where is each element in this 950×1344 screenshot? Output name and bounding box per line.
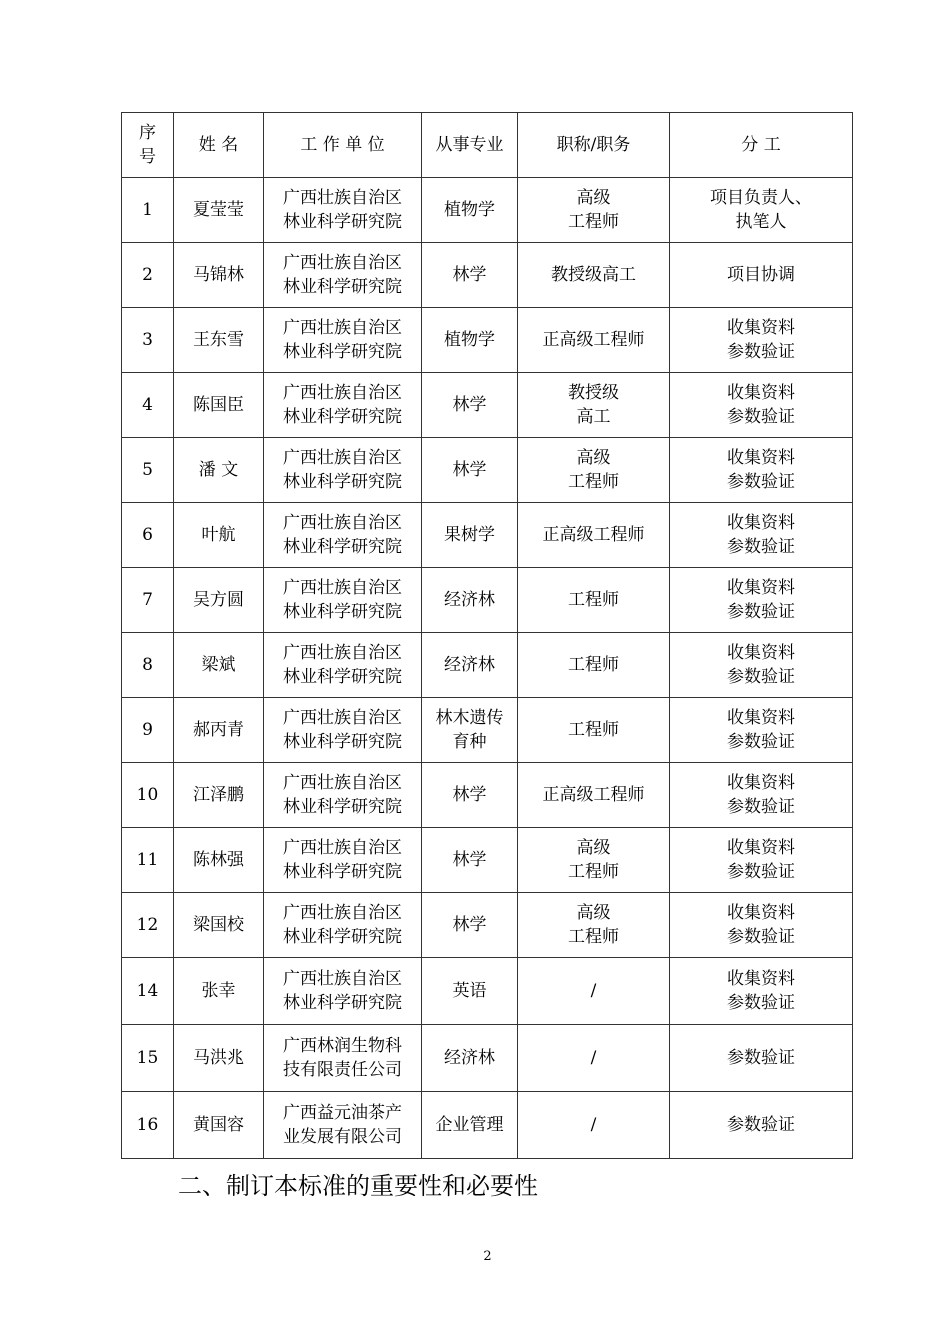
cell-name: 马洪兆 xyxy=(174,1025,264,1092)
cell-specialty xyxy=(422,568,518,633)
cell-role xyxy=(670,178,853,243)
cell-unit-line: 林业科学研究院 xyxy=(283,212,402,232)
table-body xyxy=(122,178,853,1159)
header-seq-line-2: 号 xyxy=(139,147,156,167)
cell-title xyxy=(518,633,670,698)
cell-specialty-line: 育种 xyxy=(452,732,487,752)
cell-unit-line: 广西壮族自治区 xyxy=(283,513,402,533)
cell-name: 梁国校 xyxy=(174,893,264,958)
cell-specialty xyxy=(422,828,518,893)
cell-unit xyxy=(264,503,422,568)
table-row xyxy=(122,763,853,828)
cell-title-line: / xyxy=(590,1048,597,1068)
cell-specialty xyxy=(422,763,518,828)
cell-name: 梁斌 xyxy=(174,633,264,698)
cell-seq: 1 xyxy=(122,178,174,243)
cell-title-line: 教授级 xyxy=(568,383,619,403)
cell-unit xyxy=(264,1025,422,1092)
cell-unit-line: 林业科学研究院 xyxy=(283,927,402,947)
cell-role-line: 参数验证 xyxy=(727,862,795,882)
cell-unit-line: 业发展有限公司 xyxy=(283,1127,402,1147)
table-row xyxy=(122,1092,853,1159)
cell-title-line: 工程师 xyxy=(568,590,619,610)
cell-role xyxy=(670,1025,853,1092)
cell-specialty xyxy=(422,893,518,958)
staff-table xyxy=(121,112,853,1159)
cell-unit-line: 林业科学研究院 xyxy=(283,472,402,492)
cell-role-line: 执笔人 xyxy=(735,212,787,232)
cell-title-line: 工程师 xyxy=(568,862,619,882)
cell-title xyxy=(518,568,670,633)
cell-specialty-line: 林学 xyxy=(452,460,487,480)
table-row xyxy=(122,828,853,893)
header-name: 姓 名 xyxy=(174,113,264,178)
cell-title xyxy=(518,893,670,958)
table-row xyxy=(122,568,853,633)
cell-title-line: 工程师 xyxy=(568,212,619,232)
cell-specialty xyxy=(422,438,518,503)
table-row xyxy=(122,438,853,503)
cell-seq: 2 xyxy=(122,243,174,308)
cell-role-line: 参数验证 xyxy=(727,407,795,427)
cell-seq: 14 xyxy=(122,958,174,1025)
cell-role-line: 收集资料 xyxy=(727,838,795,858)
header-seq-line-1: 序 xyxy=(139,123,156,143)
cell-specialty-line: 林学 xyxy=(452,395,487,415)
cell-unit-line: 林业科学研究院 xyxy=(283,732,402,752)
cell-specialty xyxy=(422,503,518,568)
cell-unit-line: 广西壮族自治区 xyxy=(283,448,402,468)
header-role: 分 工 xyxy=(670,113,853,178)
cell-specialty xyxy=(422,1025,518,1092)
cell-specialty-line: 经济林 xyxy=(444,590,495,610)
cell-unit-line: 广西林润生物科 xyxy=(283,1036,402,1056)
cell-specialty xyxy=(422,633,518,698)
cell-unit-line: 林业科学研究院 xyxy=(283,667,402,687)
cell-unit-line: 广西壮族自治区 xyxy=(283,969,402,989)
cell-seq: 11 xyxy=(122,828,174,893)
cell-unit xyxy=(264,243,422,308)
cell-title-line: 正高级工程师 xyxy=(542,785,645,805)
cell-name: 吴方圆 xyxy=(174,568,264,633)
cell-specialty-line: 林学 xyxy=(452,265,487,285)
cell-role-line: 参数验证 xyxy=(727,342,795,362)
cell-specialty-line: 林木遗传 xyxy=(435,708,504,728)
cell-seq: 16 xyxy=(122,1092,174,1159)
cell-role-line: 参数验证 xyxy=(727,472,795,492)
cell-seq: 7 xyxy=(122,568,174,633)
cell-role-line: 收集资料 xyxy=(727,643,795,663)
cell-unit xyxy=(264,633,422,698)
cell-role-line: 项目协调 xyxy=(727,265,795,285)
cell-seq: 6 xyxy=(122,503,174,568)
cell-title xyxy=(518,828,670,893)
cell-specialty-line: 企业管理 xyxy=(435,1115,504,1135)
cell-name: 陈林强 xyxy=(174,828,264,893)
cell-role xyxy=(670,243,853,308)
cell-role xyxy=(670,308,853,373)
cell-unit-line: 林业科学研究院 xyxy=(283,862,402,882)
cell-title xyxy=(518,178,670,243)
cell-title xyxy=(518,698,670,763)
cell-title-line: 高级 xyxy=(576,188,611,208)
table-row xyxy=(122,698,853,763)
cell-unit xyxy=(264,373,422,438)
cell-title-line: 教授级高工 xyxy=(551,265,636,285)
cell-role-line: 参数验证 xyxy=(727,1048,795,1068)
cell-role-line: 参数验证 xyxy=(727,927,795,947)
cell-unit-line: 林业科学研究院 xyxy=(283,537,402,557)
cell-name: 郝丙青 xyxy=(174,698,264,763)
page-number: 2 xyxy=(483,1249,492,1264)
cell-role-line: 收集资料 xyxy=(727,773,795,793)
cell-unit xyxy=(264,763,422,828)
cell-title-line: 正高级工程师 xyxy=(542,525,645,545)
cell-title-line: 工程师 xyxy=(568,472,619,492)
cell-unit-line: 广西壮族自治区 xyxy=(283,318,402,338)
cell-role xyxy=(670,438,853,503)
cell-name: 黄国容 xyxy=(174,1092,264,1159)
cell-specialty xyxy=(422,308,518,373)
cell-title xyxy=(518,243,670,308)
cell-seq: 10 xyxy=(122,763,174,828)
cell-specialty-line: 经济林 xyxy=(444,1048,495,1068)
cell-specialty-line: 植物学 xyxy=(444,330,495,350)
cell-title xyxy=(518,763,670,828)
cell-unit-line: 广西壮族自治区 xyxy=(283,838,402,858)
cell-name: 马锦林 xyxy=(174,243,264,308)
cell-role-line: 收集资料 xyxy=(727,448,795,468)
cell-specialty-line: 林学 xyxy=(452,850,487,870)
cell-title-line: 正高级工程师 xyxy=(542,330,645,350)
cell-unit xyxy=(264,178,422,243)
cell-seq: 4 xyxy=(122,373,174,438)
cell-role xyxy=(670,698,853,763)
header-title: 职称/职务 xyxy=(518,113,670,178)
cell-name: 潘 文 xyxy=(174,438,264,503)
cell-unit-line: 广西壮族自治区 xyxy=(283,188,402,208)
cell-unit-line: 林业科学研究院 xyxy=(283,342,402,362)
cell-title xyxy=(518,373,670,438)
cell-role-line: 参数验证 xyxy=(727,993,795,1013)
cell-unit xyxy=(264,828,422,893)
cell-unit-line: 广西益元油茶产 xyxy=(283,1103,402,1123)
cell-title xyxy=(518,438,670,503)
cell-specialty xyxy=(422,698,518,763)
cell-title-line: 高级 xyxy=(576,448,611,468)
cell-specialty-line: 英语 xyxy=(452,981,487,1001)
cell-unit-line: 林业科学研究院 xyxy=(283,797,402,817)
cell-specialty xyxy=(422,1092,518,1159)
table-row xyxy=(122,633,853,698)
cell-title-line: / xyxy=(590,981,597,1001)
table-row xyxy=(122,373,853,438)
cell-role xyxy=(670,503,853,568)
cell-unit-line: 林业科学研究院 xyxy=(283,407,402,427)
cell-unit-line: 林业科学研究院 xyxy=(283,993,402,1013)
cell-unit xyxy=(264,1092,422,1159)
table-row xyxy=(122,178,853,243)
cell-role xyxy=(670,893,853,958)
cell-role-line: 参数验证 xyxy=(727,667,795,687)
cell-seq: 8 xyxy=(122,633,174,698)
cell-role-line: 参数验证 xyxy=(727,797,795,817)
cell-specialty-line: 果树学 xyxy=(444,525,495,545)
table-row xyxy=(122,308,853,373)
cell-unit-line: 广西壮族自治区 xyxy=(283,383,402,403)
cell-specialty-line: 植物学 xyxy=(444,200,495,220)
table-header-row xyxy=(122,113,853,178)
cell-unit xyxy=(264,308,422,373)
cell-specialty-line: 林学 xyxy=(452,915,487,935)
cell-specialty xyxy=(422,243,518,308)
cell-specialty xyxy=(422,958,518,1025)
cell-unit-line: 广西壮族自治区 xyxy=(283,253,402,273)
cell-title xyxy=(518,503,670,568)
cell-name: 陈国臣 xyxy=(174,373,264,438)
cell-unit-line: 技有限责任公司 xyxy=(283,1060,402,1080)
cell-unit xyxy=(264,438,422,503)
cell-unit-line: 广西壮族自治区 xyxy=(283,578,402,598)
cell-title-line: 高级 xyxy=(576,838,611,858)
cell-title-line: 工程师 xyxy=(568,720,619,740)
cell-unit xyxy=(264,893,422,958)
table-row xyxy=(122,503,853,568)
cell-specialty xyxy=(422,373,518,438)
cell-role xyxy=(670,373,853,438)
cell-unit-line: 广西壮族自治区 xyxy=(283,643,402,663)
header-specialty: 从事专业 xyxy=(422,113,518,178)
header-seq xyxy=(122,113,174,178)
cell-role-line: 收集资料 xyxy=(727,578,795,598)
cell-specialty-line: 经济林 xyxy=(444,655,495,675)
cell-seq: 9 xyxy=(122,698,174,763)
cell-role xyxy=(670,958,853,1025)
cell-title xyxy=(518,308,670,373)
cell-title xyxy=(518,1025,670,1092)
cell-role xyxy=(670,1092,853,1159)
cell-title xyxy=(518,958,670,1025)
cell-unit xyxy=(264,958,422,1025)
cell-name: 夏莹莹 xyxy=(174,178,264,243)
cell-name: 王东雪 xyxy=(174,308,264,373)
cell-seq: 12 xyxy=(122,893,174,958)
cell-role-line: 收集资料 xyxy=(727,318,795,338)
header-unit: 工 作 单 位 xyxy=(264,113,422,178)
cell-unit-line: 林业科学研究院 xyxy=(283,277,402,297)
cell-role-line: 收集资料 xyxy=(727,903,795,923)
cell-unit-line: 广西壮族自治区 xyxy=(283,773,402,793)
cell-name: 江泽鹏 xyxy=(174,763,264,828)
section-heading: 二、制订本标准的重要性和必要性 xyxy=(178,1172,538,1200)
cell-role-line: 参数验证 xyxy=(727,1115,795,1135)
cell-specialty-line: 林学 xyxy=(452,785,487,805)
cell-role-line: 收集资料 xyxy=(727,513,795,533)
table-row xyxy=(122,1025,853,1092)
cell-title-line: 高工 xyxy=(576,407,611,427)
cell-unit-line: 林业科学研究院 xyxy=(283,602,402,622)
cell-role xyxy=(670,633,853,698)
cell-unit-line: 广西壮族自治区 xyxy=(283,903,402,923)
cell-role-line: 收集资料 xyxy=(727,383,795,403)
table-row xyxy=(122,893,853,958)
table-row xyxy=(122,243,853,308)
cell-role-line: 收集资料 xyxy=(727,708,795,728)
cell-unit xyxy=(264,568,422,633)
cell-seq: 3 xyxy=(122,308,174,373)
cell-title-line: 工程师 xyxy=(568,927,619,947)
cell-role-line: 参数验证 xyxy=(727,602,795,622)
cell-name: 叶航 xyxy=(174,503,264,568)
cell-unit xyxy=(264,698,422,763)
cell-title-line: 工程师 xyxy=(568,655,619,675)
cell-role xyxy=(670,568,853,633)
cell-role-line: 收集资料 xyxy=(727,969,795,989)
cell-name: 张幸 xyxy=(174,958,264,1025)
cell-unit-line: 广西壮族自治区 xyxy=(283,708,402,728)
cell-seq: 5 xyxy=(122,438,174,503)
cell-role-line: 参数验证 xyxy=(727,732,795,752)
cell-title-line: 高级 xyxy=(576,903,611,923)
cell-seq: 15 xyxy=(122,1025,174,1092)
cell-role xyxy=(670,828,853,893)
table-row xyxy=(122,958,853,1025)
cell-title xyxy=(518,1092,670,1159)
cell-role xyxy=(670,763,853,828)
cell-title-line: / xyxy=(590,1115,597,1135)
cell-role-line: 参数验证 xyxy=(727,537,795,557)
cell-role-line: 项目负责人、 xyxy=(710,188,812,208)
cell-specialty xyxy=(422,178,518,243)
